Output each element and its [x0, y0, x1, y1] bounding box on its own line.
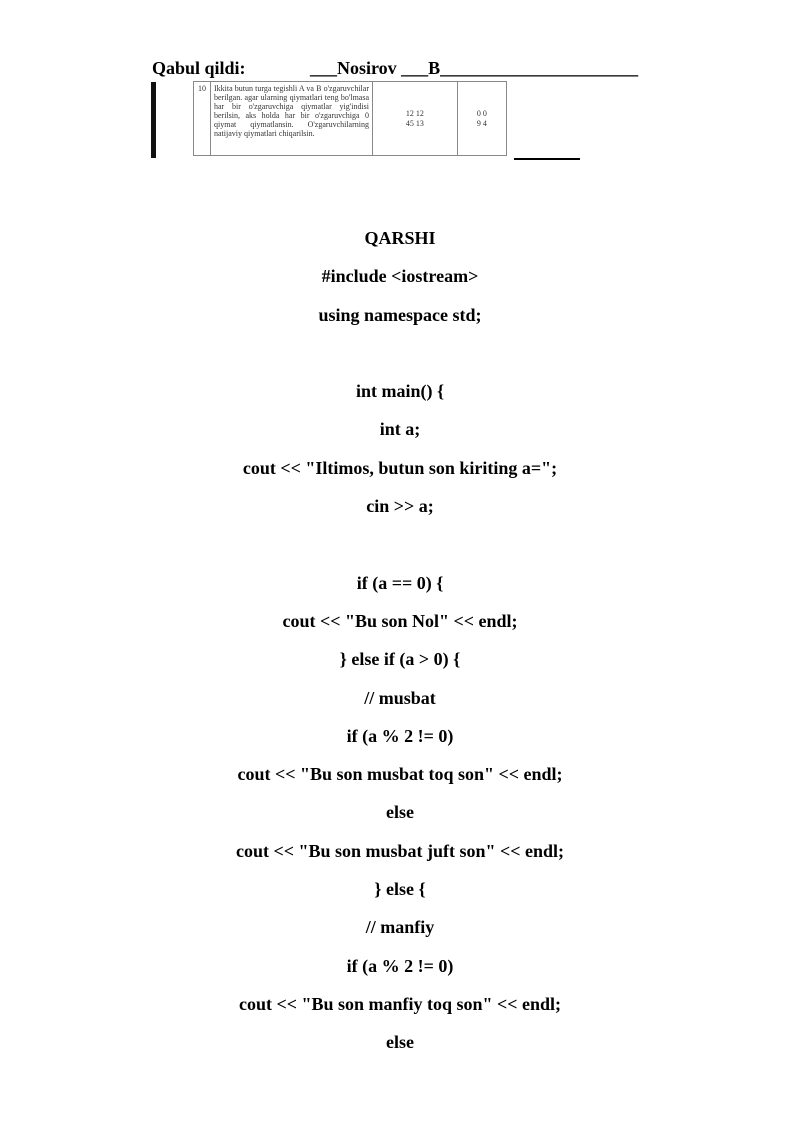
code-line: int a; [379, 419, 421, 440]
code-line: // manfiy [365, 917, 435, 938]
task-description: Ikkita butun turga tegishli A va B o'zgaruvchilar berilgan. agar ularning qiymatlari teng bo'lmasa har bir o'zgaruvchiga qiymatlar yig'indisi berilsin, aks holda har bir o'zgaruvchiga 0 qiymat qiymatlansin. O'zgaruvchilarning natijaviy qiymatlari chiqarilsin. [211, 82, 373, 156]
code-line: #include <iostream> [321, 266, 479, 287]
code-line: else [386, 802, 414, 823]
task-number: 10 [194, 82, 211, 156]
task-table [193, 81, 507, 156]
received-by-line [152, 58, 652, 79]
code-line-blank [0, 532, 800, 570]
code-listing [0, 226, 800, 1069]
code-line: using namespace std; [318, 304, 482, 325]
task-output-line: 0 0 [476, 109, 487, 119]
code-line: if (a == 0) { [356, 572, 444, 593]
code-line: cout << "Iltimos, butun son kiriting a="; [242, 457, 558, 478]
signature-line [514, 158, 580, 160]
code-line: if (a % 2 != 0) [346, 725, 454, 746]
code-line: } else if (a > 0) { [339, 649, 461, 670]
city-heading: QARSHI [364, 228, 436, 248]
task-input-line: 12 12 [405, 109, 424, 119]
code-line: int main() { [355, 381, 445, 402]
code-line: cin >> a; [366, 496, 434, 517]
code-line: cout << "Bu son Nol" << endl; [282, 610, 518, 631]
code-line: else [386, 1032, 414, 1053]
task-input-cell [373, 82, 458, 156]
code-line: cout << "Bu son manfiy toq son" << endl; [238, 993, 562, 1014]
task-row [194, 82, 507, 156]
code-line: } else { [374, 879, 426, 900]
code-line: // musbat [364, 687, 436, 708]
code-line-blank [0, 341, 800, 379]
code-line: if (a % 2 != 0) [346, 955, 454, 976]
margin-bar [151, 82, 156, 158]
received-by-value: ___Nosirov ___B______________________ [310, 58, 639, 78]
code-line: cout << "Bu son musbat toq son" << endl; [237, 764, 563, 785]
task-output-line: 9 4 [476, 118, 487, 128]
task-input-line: 45 13 [405, 118, 424, 128]
code-line: cout << "Bu son musbat juft son" << endl; [235, 840, 565, 861]
received-by-label: Qabul qildi: [152, 58, 246, 78]
task-output-cell [457, 82, 506, 156]
